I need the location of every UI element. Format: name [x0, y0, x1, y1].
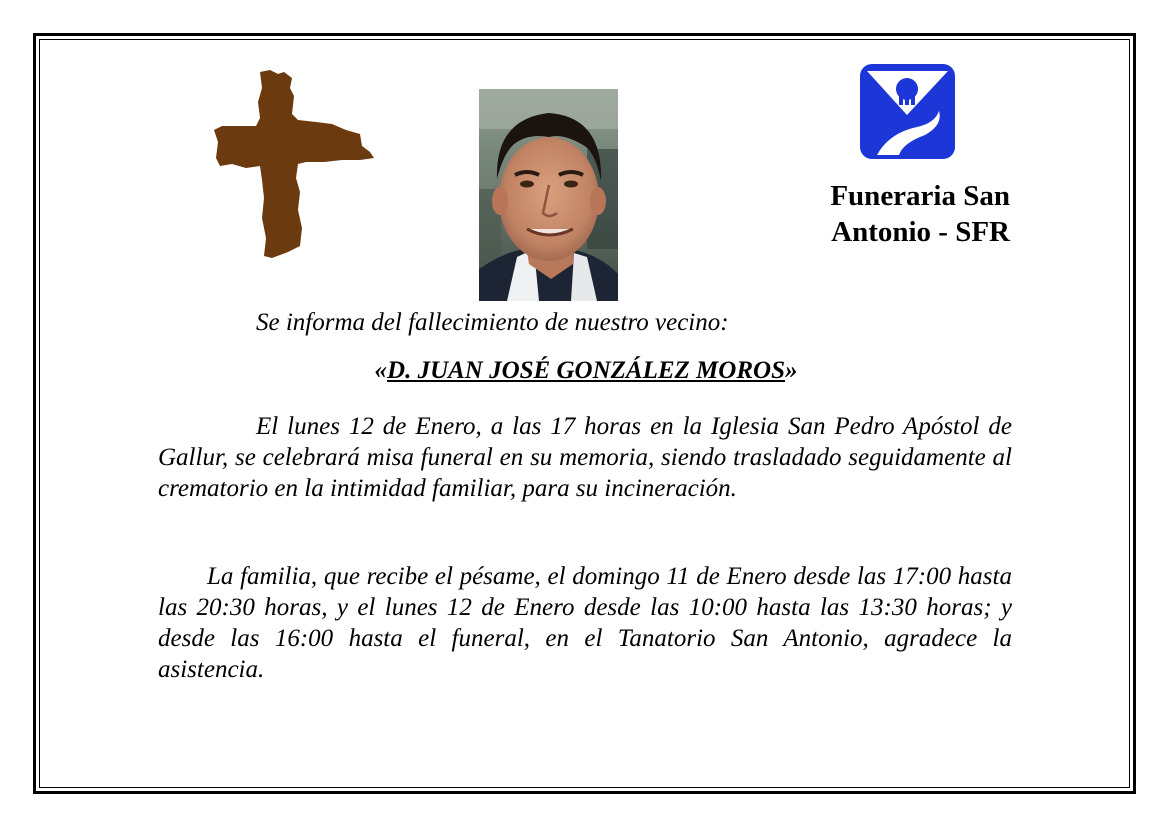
condolences-paragraph: La familia, que recibe el pésame, el domingo 11 de Enero desde las 17:00 hasta las 20:30 horas, y el lunes 12 de Enero desde las 10:00 hasta las 13:30 horas; y desde las 16:00 hasta el funeral, en el Tanatorio San Antonio, agradece la asistencia. [158, 563, 1012, 683]
deceased-name: D. JUAN JOSÉ GONZÁLEZ MOROS [387, 357, 785, 384]
portrait-photo [479, 89, 618, 301]
funeral-home-name-line1: Funeraria San [830, 180, 1010, 212]
close-quote: » [784, 357, 798, 384]
deceased-name-line [160, 357, 1012, 385]
funeral-details-paragraph: El lunes 12 de Enero, a las 17 horas en la Iglesia San Pedro Apóstol de Gallur, se celebrará misa funeral en su memoria, siendo trasladado seguidamente al crematorio en la intimidad familiar, para su incineración. [158, 413, 1012, 502]
open-quote: « [374, 357, 388, 384]
intro-text: Se informa del fallecimiento de nuestro vecino: [256, 309, 729, 336]
funeral-home-name [780, 178, 1010, 250]
funeral-home-name-line2: Antonio - SFR [831, 216, 1010, 248]
funeraria-logo-icon [859, 63, 956, 160]
cross-icon [212, 68, 377, 262]
